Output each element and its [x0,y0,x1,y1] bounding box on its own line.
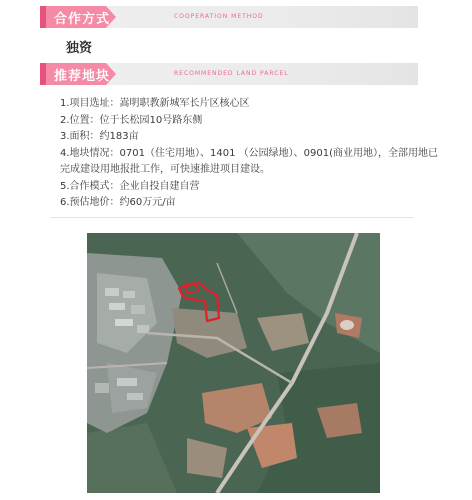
detail-item: 2.位置：位于长松园10号路东侧 [60,114,203,126]
detail-item: 3.面积：约183亩 [60,131,139,142]
satellite-map-image [87,233,380,493]
section-subtitle: COOPERATION METHOD [174,13,264,20]
section-header-recommended [40,63,418,85]
satellite-map-graphic [87,233,380,493]
detail-item: 1.项目选址：嵩明职教新城军长片区核心区 [60,98,250,109]
cooperation-mode-text: 独资 [66,41,93,56]
parcel-details-list [60,96,440,212]
section-header-cooperation [40,6,418,28]
detail-item: 6.预估地价：约60万元/亩 [60,197,176,208]
section-title: 推荐地块 [54,69,111,84]
detail-item: 5.合作模式：企业自投自建自营 [60,180,200,192]
section-subtitle: RECOMMENDED LAND PARCEL [174,70,289,77]
detail-item: 4.地块情况：0701（住宅用地）、1401 （公园绿地）、0901(商业用地），全部用地已完成建设用地报批工作，可快速推进项目建设。 [60,147,438,175]
divider [50,217,414,218]
section-title: 合作方式 [54,12,111,27]
